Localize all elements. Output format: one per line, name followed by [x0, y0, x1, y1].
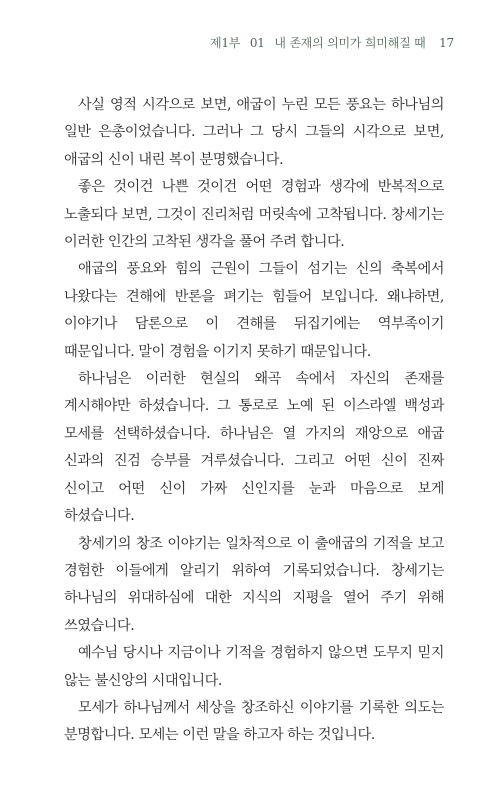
- part-label: 제1부: [209, 36, 241, 50]
- paragraph: 모세가 하나님께서 세상을 창조하신 이야기를 기록한 의도는 분명합니다. 모세는 이런 말을 하고자 하는 것입니다.: [64, 699, 444, 744]
- paragraph: 좋은 것이건 나쁜 것이건 어떤 경험과 생각에 반복적으로 노출되다 보면, 그것이 진리처럼 머릿속에 고착됩니다. 창세기는 이러한 인간의 고착된 생각을 풀어 주려 합니다.: [64, 179, 444, 251]
- chapter-title: 내 존재의 의미가 희미해질 때: [274, 36, 426, 50]
- body-text: [64, 92, 444, 750]
- paragraph: 예수님 당시나 지금이나 기적을 경험하지 않으면 도무지 믿지 않는 불신앙의 시대입니다.: [64, 645, 444, 689]
- paragraph: 하나님은 이러한 현실의 왜곡 속에서 자신의 존재를 계시해야만 하셨습니다. 그 통로로 노예 된 이스라엘 백성과 모세를 선택하셨습니다. 하나님은 열 가지의 재앙으로 애굽 신과의 진검 승부를 겨루셨습니다. 그리고 어떤 신이 진짜 신이고 어떤 신이 가짜 신인지를 눈과 마음으로 보게 하셨습니다.: [64, 371, 444, 525]
- paragraph: 사실 영적 시각으로 보면, 애굽이 누린 모든 풍요는 하나님의 일반 은총이었습니다. 그러나 그 당시 그들의 시각으로 보면, 애굽의 신이 내린 복이 분명했습니다.: [64, 97, 444, 168]
- running-header: [210, 34, 454, 51]
- chapter-number: 01: [249, 36, 265, 50]
- paragraph: 애굽의 풍요와 힘의 근원이 그들이 섬기는 신의 축복에서 나왔다는 견해에 반론을 펴기는 힘들어 보입니다. 왜냐하면, 이야기나 담론으로 이 견해를 뒤집기에는 역부족이기 때문입니다. 말이 경험을 이기지 못하기 때문입니다.: [64, 261, 444, 360]
- paragraph: 창세기의 창조 이야기는 일차적으로 이 출애굽의 기적을 보고 경험한 이들에게 알리기 위하여 기록되었습니다. 창세기는 하나님의 위대하심에 대한 지식의 지평을 열어 주기 위해 쓰였습니다.: [64, 535, 444, 634]
- page-number: 17: [439, 36, 454, 50]
